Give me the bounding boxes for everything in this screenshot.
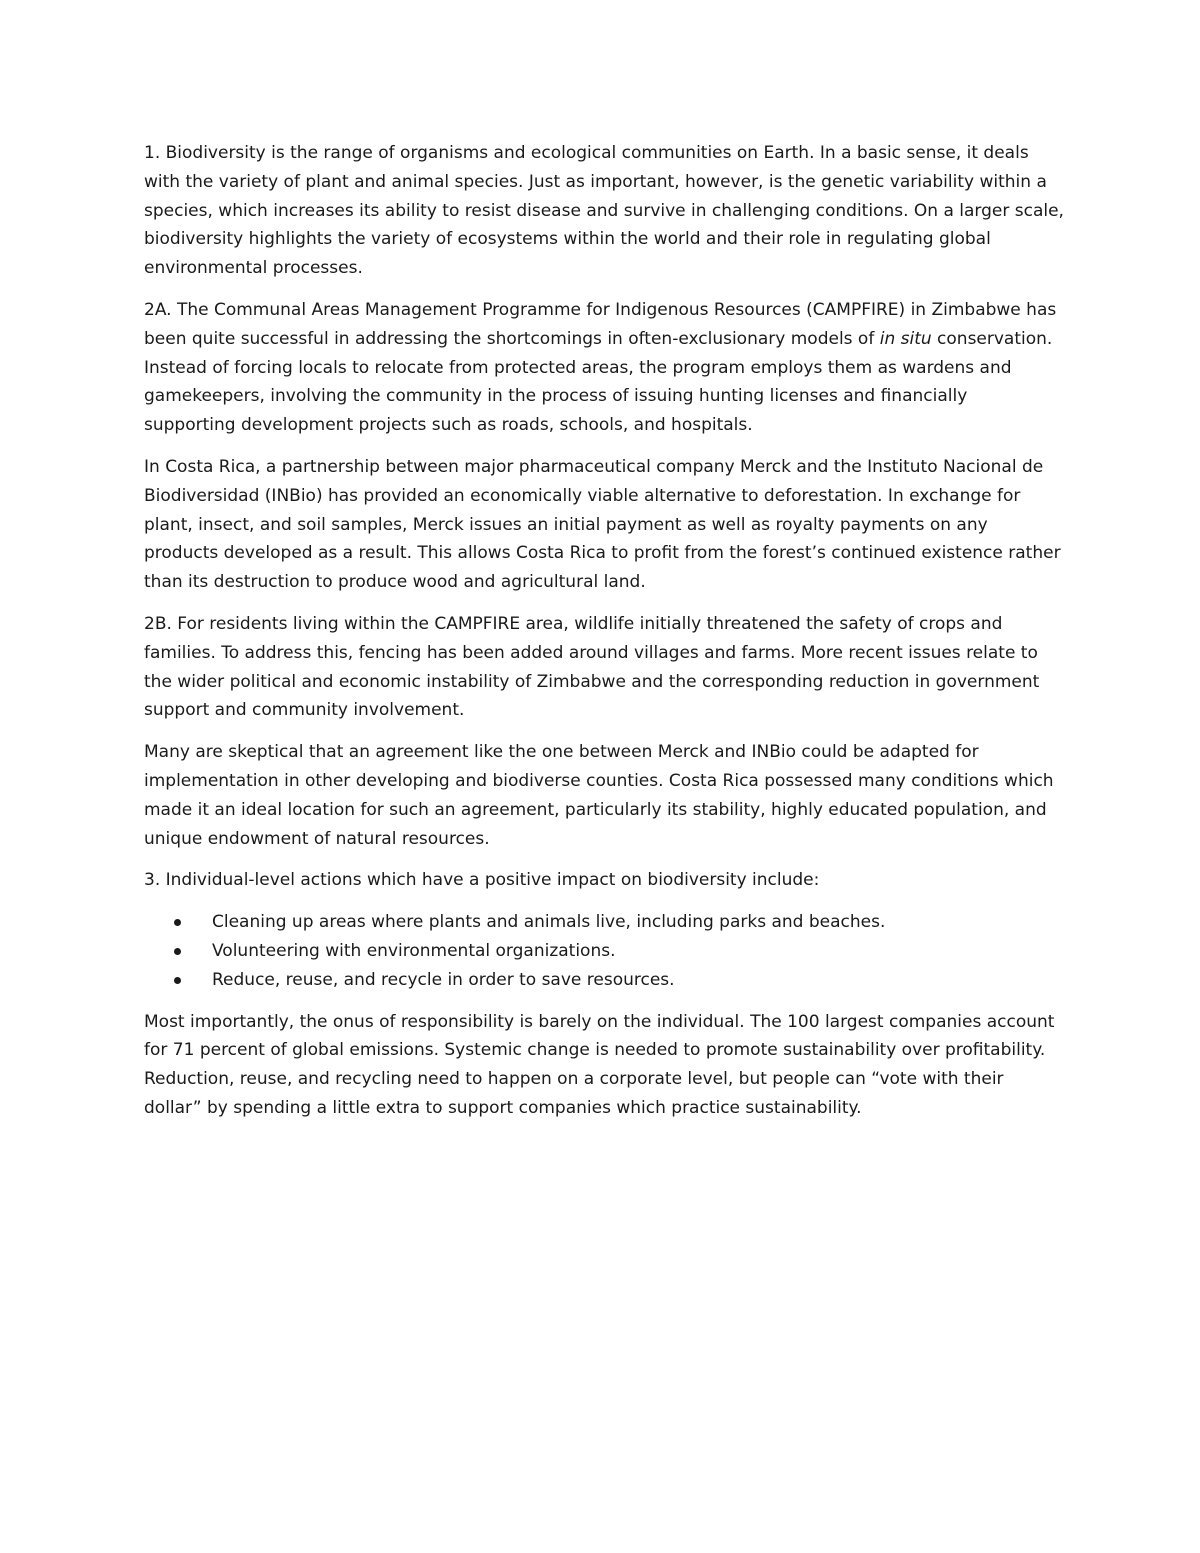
list-item — [144, 937, 1064, 966]
paragraph-2b: 2B. For residents living within the CAMPFIRE area, wildlife initially threatened the safety of crops and families. To address this, fencing has been added around villages and farms. More recent issues relate to the wider political and economic instability of Zimbabwe and the corresponding reduction in government support and community involvement. — [144, 613, 1040, 721]
list-item-text: Volunteering with environmental organizations. — [212, 940, 616, 961]
list-item — [144, 908, 1064, 937]
list-item — [144, 966, 1064, 995]
document-body — [144, 139, 1064, 1136]
bullet-icon — [174, 919, 181, 926]
bullet-icon — [174, 977, 181, 984]
paragraph-3: 3. Individual-level actions which have a positive impact on biodiversity include: — [144, 870, 820, 891]
paragraph-1: 1. Biodiversity is the range of organisms and ecological communities on Earth. In a basic sense, it deals with the variety of plant and animal species. Just as important, however, is the genetic variability within a species, which increases its ability to resist disease and survive in challenging conditions. On a larger scale, biodiversity highlights the variety of ecosystems within the world and their role in regulating global environmental processes. — [144, 143, 1064, 279]
paragraph-2a-italic: in situ — [879, 328, 932, 349]
paragraph-2a — [144, 296, 1064, 440]
paragraph-final: Most importantly, the onus of responsibility is barely on the individual. The 100 largest companies account for 71 percent of global emissions. Systemic change is needed to promote sustainability over profitability. Reduction, reuse, and recycling need to happen on a corporate level, but people can “vote with their dollar” by spending a little extra to support companies which practice sustainability. — [144, 1011, 1055, 1118]
paragraph-2a-text-end: conservation. Instead of forcing locals to relocate from protected areas, the program employs them as wardens and gamekeepers, involving the community in the process of issuing hunting licenses and financially supporting development projects such as roads, schools, and hospitals. — [144, 328, 1053, 436]
list-item-text: Reduce, reuse, and recycle in order to save resources. — [212, 969, 675, 990]
list-item-text: Cleaning up areas where plants and animals live, including parks and beaches. — [212, 912, 886, 933]
bullet-icon — [174, 948, 181, 955]
bullet-list — [144, 908, 1064, 994]
paragraph-costa-rica: In Costa Rica, a partnership between major pharmaceutical company Merck and the Instituto Nacional de Biodiversidad (INBio) has provided an economically viable alternative to deforestation. In exchange for plant, insect, and soil samples, Merck issues an initial payment as well as royalty payments on any products developed as a result. This allows Costa Rica to profit from the forest’s continued existence rather than its destruction to produce wood and agricultural land. — [144, 456, 1061, 593]
paragraph-2a-text-start: 2A. The Communal Areas Management Programme for Indigenous Resources (CAMPFIRE) in Zimbabwe has been quite successful in addressing the shortcomings in often-exclusionary models of — [144, 299, 1057, 349]
paragraph-skeptical: Many are skeptical that an agreement like the one between Merck and INBio could be adapted for implementation in other developing and biodiverse counties. Costa Rica possessed many conditions which made it an ideal location for such an agreement, particularly its stability, highly educated population, and unique endowment of natural resources. — [144, 742, 1054, 849]
